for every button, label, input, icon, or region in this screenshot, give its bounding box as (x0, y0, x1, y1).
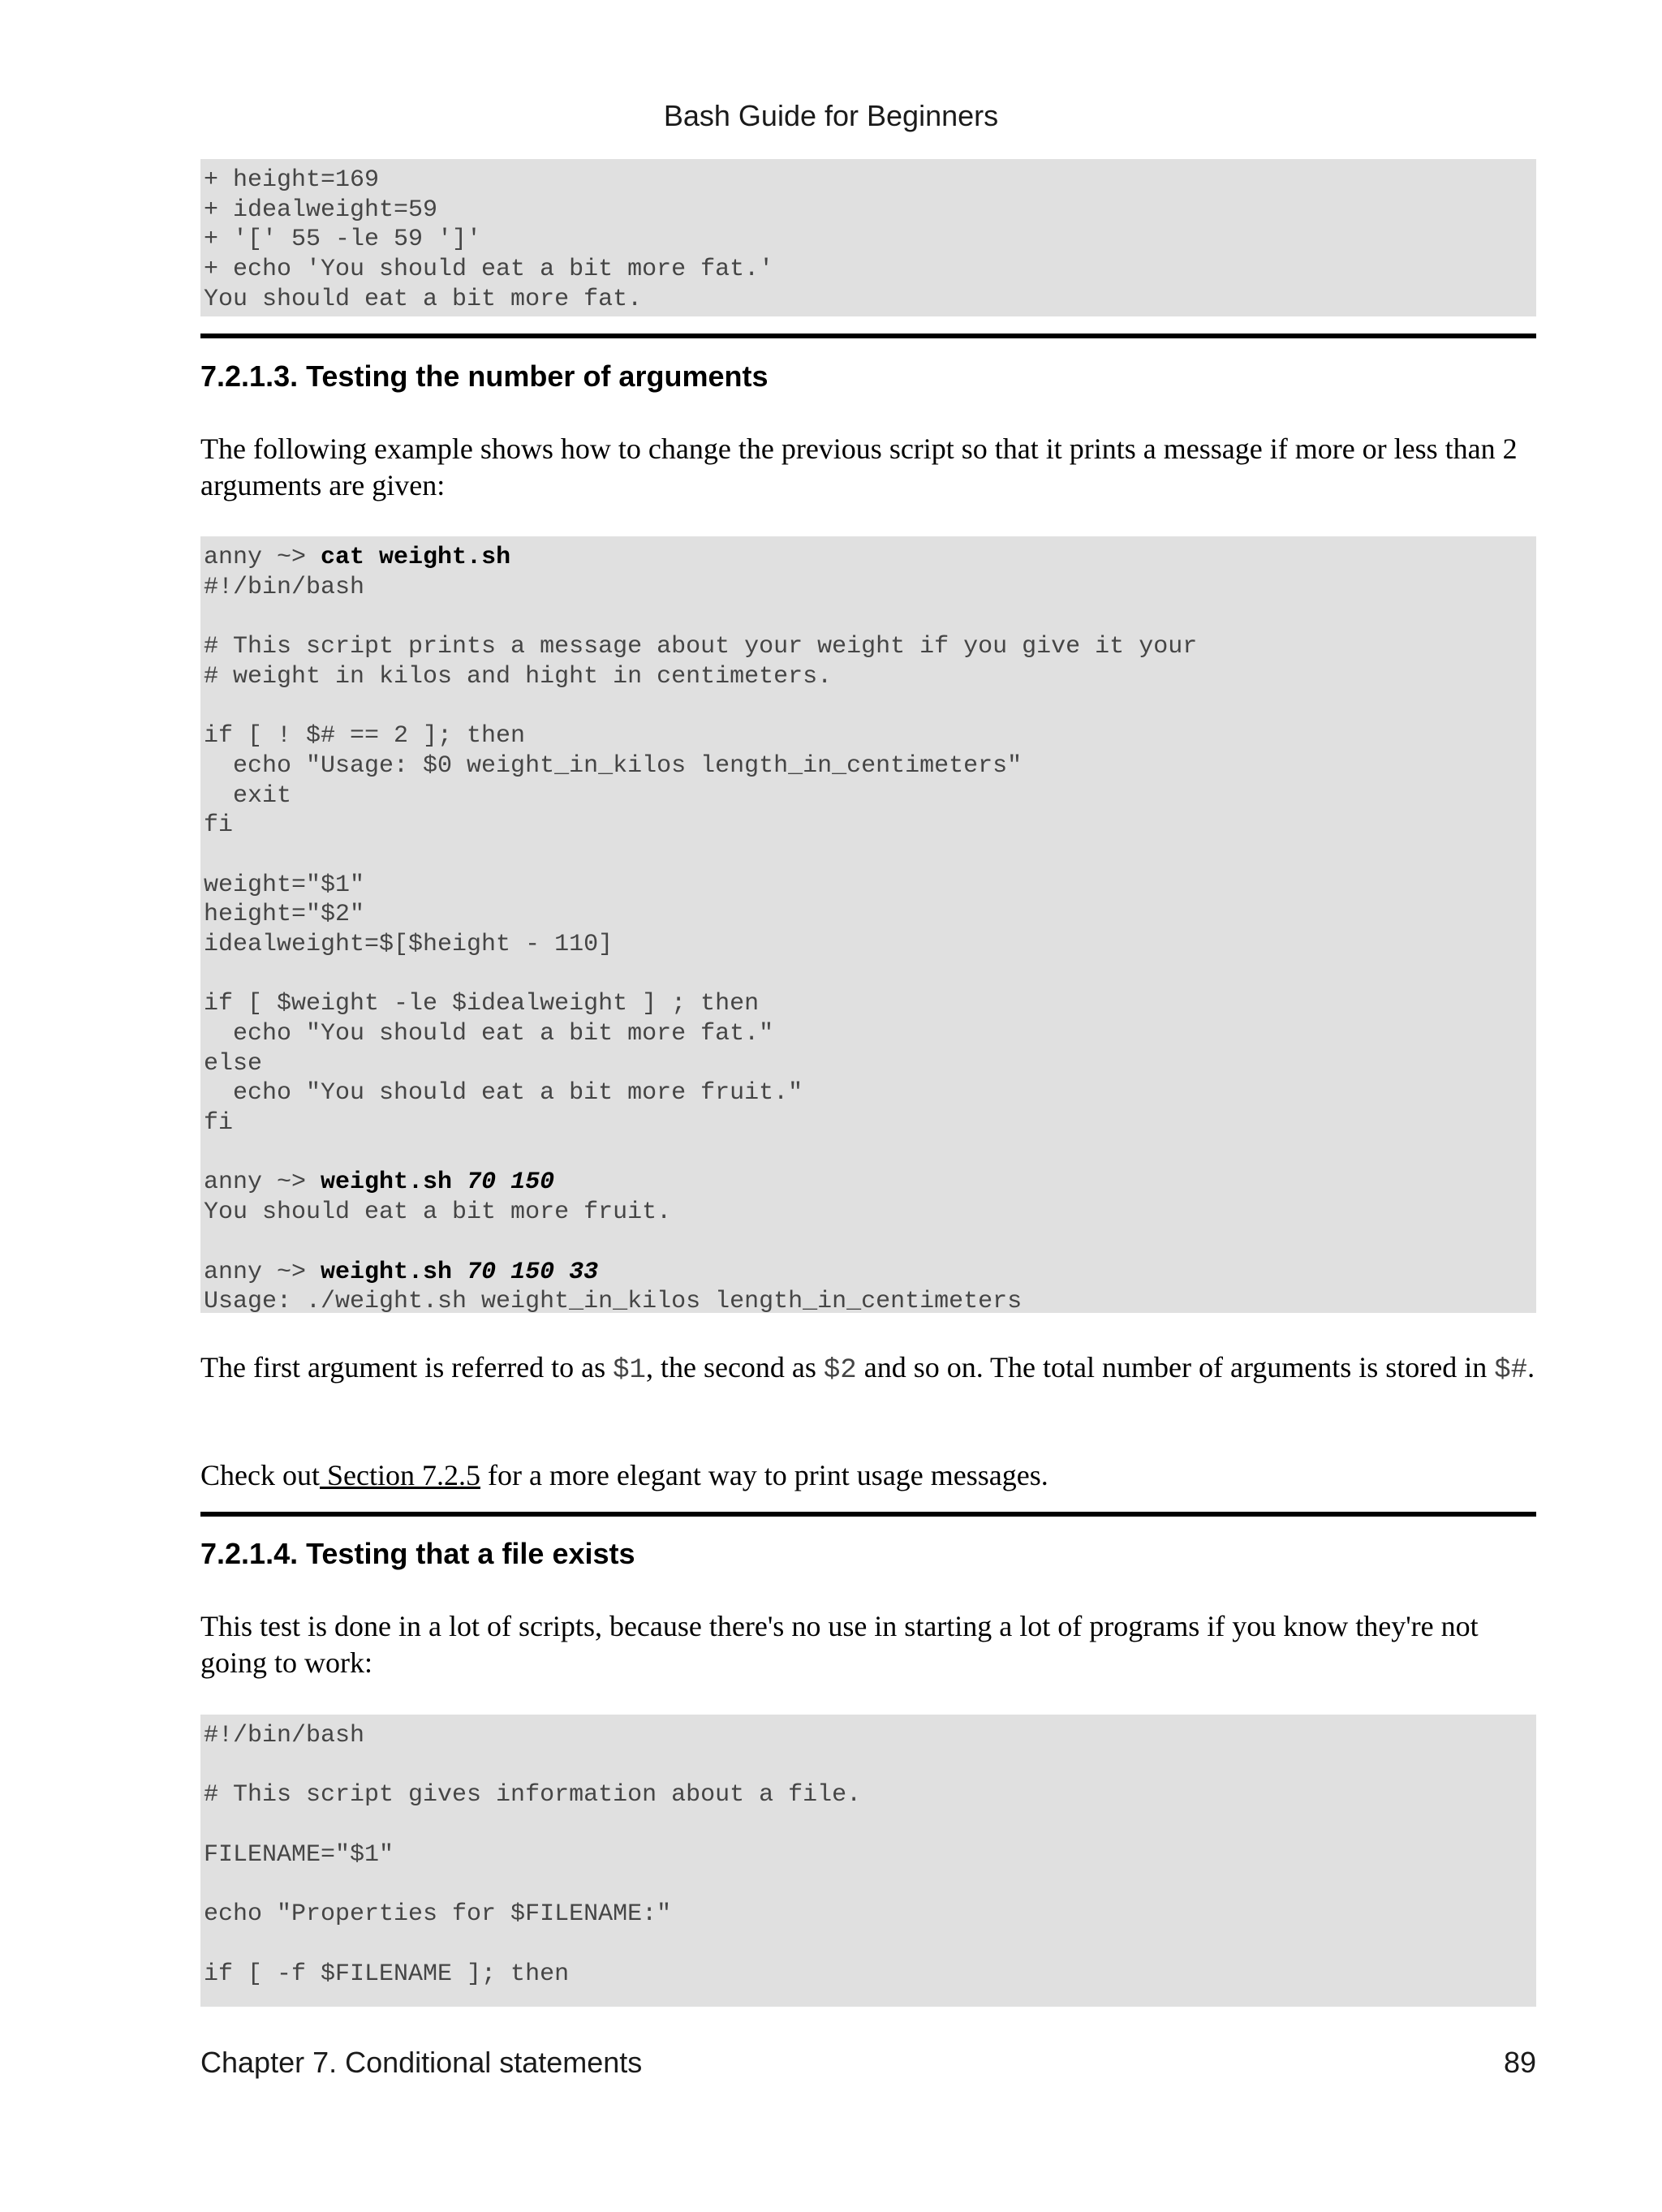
code-line (204, 1049, 1536, 1079)
code-line (204, 1810, 1536, 1840)
code-block-trace-output (200, 159, 1536, 316)
shell-command: weight.sh (321, 1258, 453, 1286)
code-text: fi (204, 811, 234, 840)
code-line (204, 930, 1536, 960)
code-text: exit (204, 781, 292, 810)
running-header: Bash Guide for Beginners (663, 99, 999, 132)
code-text: idealweight=$[$height - 110] (204, 930, 614, 958)
shell-prompt: anny ~> (204, 544, 321, 571)
code-text: # weight in kilos and hight in centimeters. (204, 662, 833, 691)
code-text: + idealweight=59 (204, 196, 438, 224)
code-line (204, 1287, 1536, 1317)
code-text: + height=169 (204, 166, 380, 194)
code-line (204, 871, 1536, 901)
code-line (204, 573, 1536, 603)
para-text: The first argument is referred to as (200, 1351, 614, 1384)
code-text: echo "Usage: $0 weight_in_kilos length_in_centimeters" (204, 751, 1023, 780)
para-text: for a more elegant way to print usage messages. (480, 1459, 1048, 1491)
command-arguments: 70 150 (452, 1168, 555, 1197)
code-text: if [ $weight -le $idealweight ] ; then (204, 990, 760, 1018)
code-line (204, 1258, 1536, 1288)
code-line (204, 1960, 1536, 1990)
code-line (204, 1870, 1536, 1900)
code-text: FILENAME="$1" (204, 1840, 394, 1869)
code-text: echo "You should eat a bit more fat." (204, 1020, 774, 1048)
code-line (204, 602, 1536, 632)
code-line (204, 1108, 1536, 1138)
code-line (204, 900, 1536, 930)
para-text: Check out (200, 1459, 320, 1491)
code-line (204, 1019, 1536, 1049)
code-block-weight-script (200, 536, 1536, 1316)
code-line (204, 811, 1536, 841)
code-line (204, 751, 1536, 781)
code-line (204, 1078, 1536, 1108)
code-line (204, 285, 1536, 315)
code-line (204, 1198, 1536, 1228)
code-line (204, 960, 1536, 990)
code-line (204, 1751, 1536, 1781)
code-text: if [ -f $FILENAME ]; then (204, 1960, 570, 1988)
section-divider (200, 334, 1536, 338)
code-text: #!/bin/bash (204, 573, 365, 601)
code-text: else (204, 1049, 263, 1078)
code-line (204, 662, 1536, 692)
code-text: + '[' 55 -le 59 ']' (204, 226, 482, 254)
code-text: # This script gives information about a file. (204, 1781, 862, 1810)
para-text: , the second as (645, 1351, 824, 1384)
section-intro-paragraph: The following example shows how to change the previous script so that it prints a message if more or less than 2 arguments are given: (200, 433, 1518, 501)
code-line (204, 1721, 1536, 1751)
code-line (204, 543, 1536, 573)
arguments-explanation-paragraph (200, 1349, 1548, 1389)
code-line (204, 781, 1536, 811)
code-text: echo "Properties for $FILENAME:" (204, 1900, 672, 1929)
footer-chapter-title: Chapter 7. Conditional statements (200, 2046, 643, 2079)
command-output: You should eat a bit more fruit. (204, 1199, 672, 1227)
shell-command: weight.sh (321, 1168, 453, 1197)
code-line (204, 1168, 1536, 1198)
code-line (204, 1780, 1536, 1810)
code-line (204, 255, 1536, 285)
var-dollar-hash: $# (1494, 1355, 1528, 1386)
code-text: height="$2" (204, 901, 365, 929)
section-heading-testing-arguments: 7.2.1.3. Testing the number of arguments (200, 359, 769, 393)
section-divider (200, 1512, 1536, 1517)
code-line (204, 691, 1536, 721)
code-text: if [ ! $# == 2 ]; then (204, 722, 526, 751)
shell-command: cat weight.sh (321, 544, 511, 571)
command-output: Usage: ./weight.sh weight_in_kilos length_in_centimeters (204, 1288, 1023, 1316)
para-text: . (1527, 1351, 1535, 1384)
command-arguments: 70 150 33 (452, 1258, 599, 1286)
code-text: weight="$1" (204, 871, 365, 899)
code-line (204, 1138, 1536, 1168)
code-line (204, 166, 1536, 196)
code-text: echo "You should eat a bit more fruit." (204, 1079, 803, 1108)
check-out-paragraph (200, 1457, 1548, 1494)
var-dollar-2: $2 (823, 1355, 857, 1386)
code-text: + echo 'You should eat a bit more fat.' (204, 256, 774, 284)
code-line (204, 989, 1536, 1019)
code-block-file-info-script (200, 1715, 1536, 2007)
code-line (204, 632, 1536, 662)
code-line (204, 225, 1536, 255)
shell-prompt: anny ~> (204, 1168, 321, 1197)
code-text: fi (204, 1109, 234, 1138)
code-line (204, 1900, 1536, 1930)
code-text: You should eat a bit more fat. (204, 285, 643, 313)
para-text: and so on. The total number of arguments is stored in (856, 1351, 1495, 1384)
section-7-2-5-link[interactable]: Section 7.2.5 (319, 1459, 480, 1491)
code-line (204, 841, 1536, 871)
section-intro-paragraph: This test is done in a lot of scripts, because there's no use in starting a lot of programs if you know they're not going to work: (200, 1610, 1479, 1679)
code-line (204, 1228, 1536, 1258)
code-line (204, 196, 1536, 226)
code-line (204, 1930, 1536, 1960)
code-line (204, 1840, 1536, 1870)
code-text: #!/bin/bash (204, 1722, 365, 1749)
var-dollar-1: $1 (613, 1355, 646, 1386)
code-line (204, 721, 1536, 751)
shell-prompt: anny ~> (204, 1258, 321, 1286)
code-text: # This script prints a message about your weight if you give it your (204, 633, 1198, 661)
section-heading-file-exists: 7.2.1.4. Testing that a file exists (200, 1537, 635, 1570)
footer-page-number: 89 (1503, 2046, 1536, 2079)
